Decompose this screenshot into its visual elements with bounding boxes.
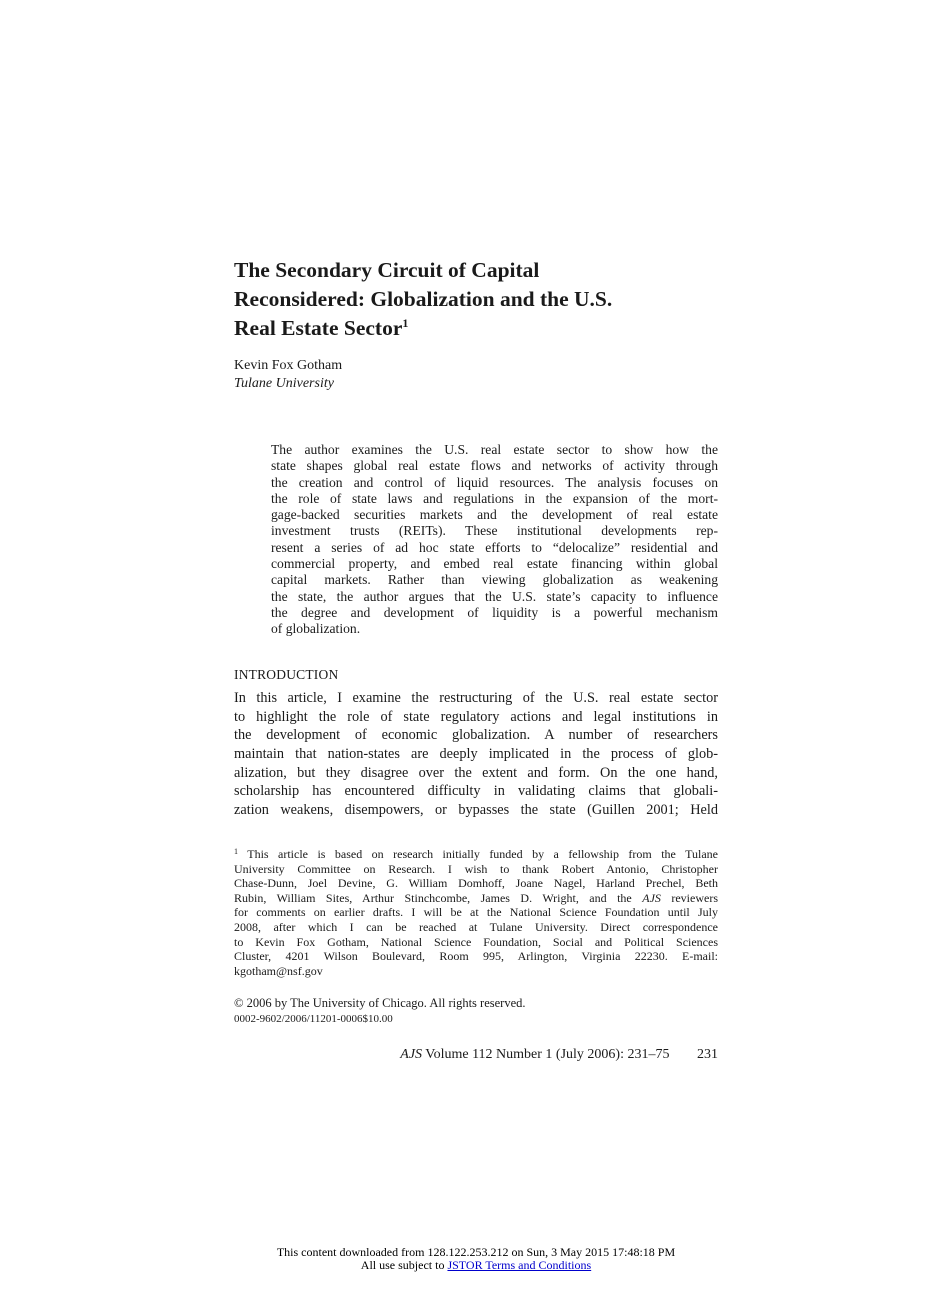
download-info: This content downloaded from 128.122.253.212 on Sun, 3 May 2015 17:48:18 PM [276, 1245, 676, 1259]
body-line: scholarship has encountered difficulty in validating claims that globali- [234, 783, 718, 800]
abstract-line: the creation and control of liquid resources. The analysis focuses on [271, 474, 718, 490]
abstract [271, 442, 718, 638]
author-affiliation: Tulane University [234, 376, 334, 391]
body-line: zation weakens, disempowers, or bypasses the state (Guillen 2001; Held [234, 802, 718, 819]
jstor-terms-link[interactable]: JSTOR Terms and Conditions [447, 1258, 592, 1272]
abstract-line: investment trusts (REITs). These institutional developments rep- [271, 523, 718, 539]
journal-abbr: AJS [400, 1047, 423, 1062]
journal-volume: Volume 112 Number 1 (July 2006): 231–75 [425, 1047, 670, 1062]
journal-citation [234, 1046, 718, 1064]
abstract-line: commercial property, and embed real estate financing within global [271, 556, 718, 572]
footnote-line: to Kevin Fox Gotham, National Science Foundation, Social and Political Sciences [234, 934, 718, 949]
article-title [234, 256, 718, 343]
abstract-line: resent a series of ad hoc state efforts to “delocalize” residential and [271, 539, 718, 555]
jstor-notice [0, 1246, 952, 1272]
section-heading: INTRODUCTION [234, 667, 339, 682]
footnote-line: $^1$ This article is based on research initially funded by a fellowship from the Tulane [234, 847, 718, 861]
footnote-line: Cluster, 4201 Wilson Boulevard, Room 995, Arlington, Virginia 22230. E-mail: [234, 949, 718, 964]
abstract-line: the degree and development of liquidity is a powerful mechanism [271, 604, 718, 620]
title-footnote-mark: 1 [402, 316, 409, 330]
abstract-line: The author examines the U.S. real estate sector to show how the [271, 442, 718, 457]
body-line: In this article, I examine the restructuring of the U.S. real estate sector [234, 690, 718, 706]
footnote-mark: 1 [234, 847, 238, 856]
title-line: Real Estate Sector$^1$ [234, 316, 409, 340]
footnote-line: for comments on earlier drafts. I will be at the National Science Foundation until July [234, 905, 718, 920]
abstract-line: the state, the author argues that the U.S. state’s capacity to influence [271, 588, 718, 604]
abstract-line: gage-backed securities markets and the development of real estate [271, 507, 718, 523]
title-line: The Secondary Circuit of Capital [234, 258, 540, 282]
abstract-line: of globalization. [271, 621, 361, 637]
footnote-line: University Committee on Research. I wish to thank Robert Antonio, Christopher [234, 861, 718, 876]
footnote-line: kgotham@nsf.gov [234, 963, 323, 978]
page-number: 231 [697, 1047, 718, 1062]
footnote [234, 847, 718, 978]
footnote-line: Chase-Dunn, Joel Devine, G. William Domhoff, Joane Nagel, Harland Prechel, Beth [234, 876, 718, 891]
title-line: Reconsidered: Globalization and the U.S. [234, 287, 613, 311]
abstract-line: state shapes global real estate flows and networks of activity through [271, 458, 718, 474]
body-line: to highlight the role of state regulatory actions and legal institutions in [234, 708, 718, 725]
body-line: alization, but they disagree over the extent and form. On the one hand, [234, 764, 718, 781]
introduction-body [234, 689, 718, 820]
terms-line: All use subject to JSTOR Terms and Conditions [360, 1258, 592, 1272]
copyright-notice: © 2006 by The University of Chicago. All rights reserved. [234, 996, 526, 1010]
footnote-line: Rubin, William Sites, Arthur Stinchcombe, James D. Wright, and the AJS reviewers [234, 890, 718, 905]
author-name: Kevin Fox Gotham [234, 358, 343, 373]
footnote-line: 2008, after which I can be reached at Tulane University. Direct correspondence [234, 919, 718, 934]
body-line: maintain that nation-states are deeply implicated in the process of glob- [234, 746, 718, 763]
issn-code: 0002-9602/2006/11201-0006$10.00 [234, 1013, 393, 1025]
body-line: the development of economic globalization. A number of researchers [234, 727, 718, 744]
abstract-line: the role of state laws and regulations in the expansion of the mort- [271, 490, 718, 506]
abstract-line: capital markets. Rather than viewing globalization as weakening [271, 572, 718, 588]
